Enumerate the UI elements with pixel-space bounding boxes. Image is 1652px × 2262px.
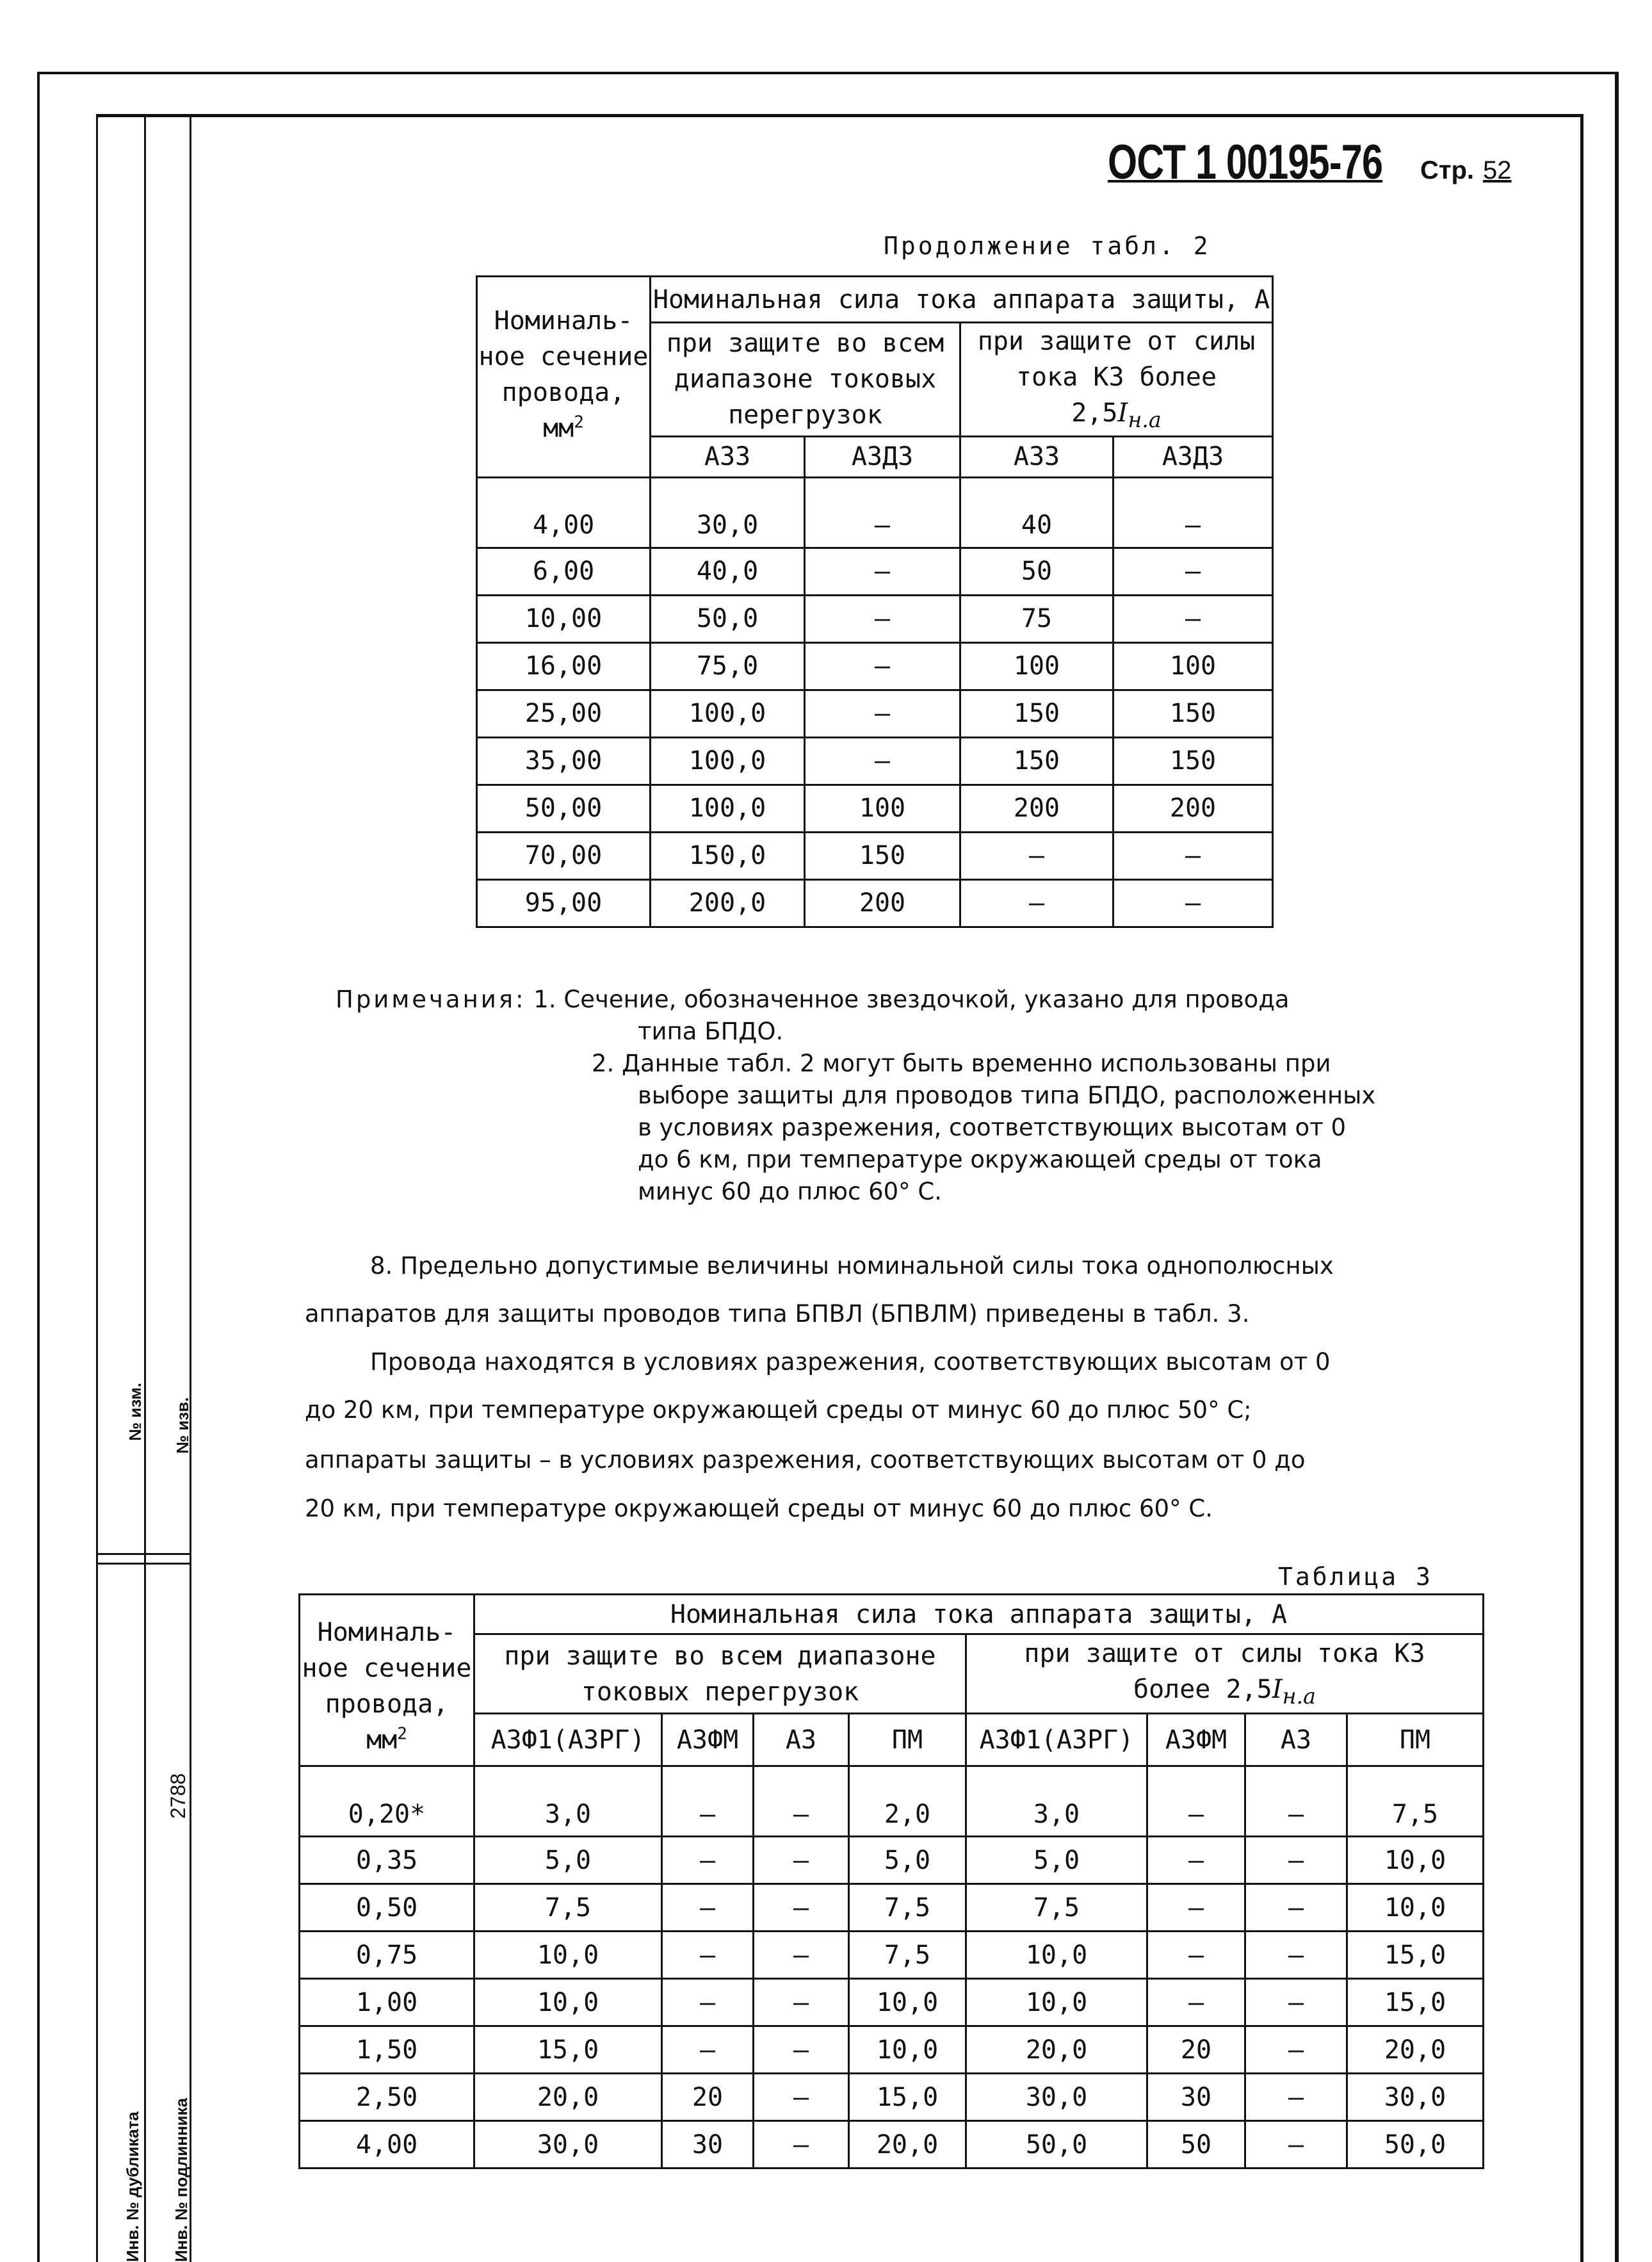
table2-row (477, 879, 1273, 927)
document-code: ОСТ 1 00195-76 (1108, 135, 1383, 190)
table3-col-header: АЗФ1(АЗРГ) (474, 1714, 662, 1766)
side-label-duplicate: Инв. № дубликата (123, 2111, 142, 2262)
page-number-block (1420, 156, 1512, 185)
table3-cell: 20,0 (849, 2121, 966, 2168)
table2-row (477, 642, 1273, 690)
table2-row (477, 690, 1273, 737)
table3-cell: – (662, 1766, 754, 1837)
table2-cell: – (805, 737, 960, 785)
table2-cell: 10,00 (477, 595, 651, 642)
table2-cell: 200 (960, 785, 1113, 832)
table2-cell: 150 (1113, 737, 1273, 785)
table3-cell: – (662, 1979, 754, 2026)
table2-col-header: АЗЗ (651, 436, 805, 477)
table2-col-header: АЗДЗ (805, 436, 960, 477)
table3-cell: 2,0 (849, 1766, 966, 1837)
table3-cell: 3,0 (474, 1766, 662, 1837)
table3-cell: – (1147, 1932, 1245, 1979)
note-2-line: минус 60 до плюс 60° С. (638, 1178, 943, 1205)
table2-row (477, 477, 1273, 548)
table2-sub1: при защите во всем диапазоне токовых перегрузок (651, 323, 960, 437)
table2-cell: – (1113, 477, 1273, 548)
table3-cell: 15,0 (1347, 1932, 1484, 1979)
table3-cell: 3,0 (966, 1766, 1147, 1837)
table2-cell: – (1113, 879, 1273, 927)
table3-cell: 20 (662, 2074, 754, 2121)
table3-cell: 7,5 (849, 1884, 966, 1932)
table2-cell: 75,0 (651, 642, 805, 690)
table3-cell: 10,0 (849, 2026, 966, 2074)
table3-cell: – (1245, 1837, 1347, 1884)
table2-cell: 75 (960, 595, 1113, 642)
table3-cell: – (754, 1766, 849, 1837)
table3-cell: 50,0 (1347, 2121, 1484, 2168)
inner-frame-right (1580, 114, 1583, 2262)
table2-cell: 30,0 (651, 477, 805, 548)
note-2-line: 2. Данные табл. 2 могут быть временно использованы при (592, 1050, 1331, 1077)
table3-section-header: Номиналь- ное сечение провода, $мм^2$ (300, 1595, 474, 1766)
table3-cell: – (754, 1979, 849, 2026)
frame-right-line (1615, 72, 1619, 2262)
table2-cell: – (960, 879, 1113, 927)
table3-row (300, 1979, 1484, 2026)
table3-row (300, 1837, 1484, 1884)
table3-cell: 10,0 (966, 1932, 1147, 1979)
table3-cell: 10,0 (966, 1979, 1147, 2026)
table3-cell: – (1147, 1979, 1245, 2026)
table3-col-header: АЗ (754, 1714, 849, 1766)
table3-sub1: при защите во всем диапазоне токовых перегрузок (474, 1634, 966, 1714)
table3-cell: – (1245, 1979, 1347, 2026)
table3-cell: 30,0 (1347, 2074, 1484, 2121)
table3-cell: – (662, 1932, 754, 1979)
paragraph-line: аппараты защиты – в условиях разрежения, соответствующих высотам от 0 до (305, 1446, 1306, 1474)
notes-block (336, 984, 1375, 1208)
side-label-izm: № изм. (126, 1383, 145, 1441)
side-number: 2788 (166, 1773, 190, 1819)
note-1-line: 1. Сечение, обозначенное звездочкой, указано для провода (533, 986, 1290, 1013)
table2-cell: 70,00 (477, 832, 651, 879)
table3-cell: 20,0 (474, 2074, 662, 2121)
table3-cell: 2,50 (300, 2074, 474, 2121)
table2-cell: 150,0 (651, 832, 805, 879)
side-strip-divider (96, 1563, 190, 1565)
side-strip-left (96, 114, 98, 2262)
paragraph-line: Провода находятся в условиях разрежения, соответствующих высотам от 0 (370, 1348, 1331, 1376)
table2-cell: 40,0 (651, 548, 805, 595)
table3-row (300, 1884, 1484, 1932)
table3-cell: 5,0 (474, 1837, 662, 1884)
table2-cell: 25,00 (477, 690, 651, 737)
table2-cell: – (1113, 548, 1273, 595)
table3-cell: 1,00 (300, 1979, 474, 2026)
table3-cell: 5,0 (966, 1837, 1147, 1884)
table3-cell: 7,5 (966, 1884, 1147, 1932)
table3-cell: 7,5 (474, 1884, 662, 1932)
table2-section-header: Номиналь- ное сечение провода, $мм^2$ (477, 277, 651, 478)
table3-cell: 10,0 (1347, 1884, 1484, 1932)
table3-col-header: АЗФ1(АЗРГ) (966, 1714, 1147, 1766)
table2 (476, 275, 1274, 928)
table2-col-header: АЗЗ (960, 436, 1113, 477)
table2-cell: 150 (960, 690, 1113, 737)
page-label: Стр. (1420, 156, 1475, 184)
table2-cell: – (1113, 832, 1273, 879)
table3-cell: 20,0 (1347, 2026, 1484, 2074)
table2-cell: – (805, 642, 960, 690)
table2-row (477, 548, 1273, 595)
table2-cell: 100,0 (651, 785, 805, 832)
table3-cell: 10,0 (474, 1932, 662, 1979)
side-label-original: Инв. № подлинника (172, 2097, 191, 2262)
table2-cell: 4,00 (477, 477, 651, 548)
table2-col-header: АЗДЗ (1113, 436, 1273, 477)
table2-cell: 200 (1113, 785, 1273, 832)
table2-cell: 150 (1113, 690, 1273, 737)
table2-cell: – (1113, 595, 1273, 642)
table3-cell: 15,0 (474, 2026, 662, 2074)
table3-cell: 30,0 (474, 2121, 662, 2168)
note-2-line: в условиях разрежения, соответствующих высотам от 0 (638, 1114, 1347, 1141)
table3-cell: 50 (1147, 2121, 1245, 2168)
paragraph-line: 8. Предельно допустимые величины номинальной силы тока однополюсных (370, 1252, 1334, 1280)
side-strip-middle (144, 114, 146, 2262)
table3-cell: 20,0 (966, 2026, 1147, 2074)
table3-cell: 7,5 (849, 1932, 966, 1979)
table3-cell: – (1245, 1932, 1347, 1979)
table2-cell: 40 (960, 477, 1113, 548)
table2-cell: – (805, 595, 960, 642)
table3-row (300, 2026, 1484, 2074)
table3-cell: 50,0 (966, 2121, 1147, 2168)
table3-col-header: ПМ (1347, 1714, 1484, 1766)
table3-row (300, 2074, 1484, 2121)
table3-cell: – (1147, 1884, 1245, 1932)
table3-cell: – (1245, 2121, 1347, 2168)
paragraph-line: 20 км, при температуре окружающей среды от минус 60 до плюс 60° С. (305, 1495, 1213, 1522)
table3-col-header: АЗ (1245, 1714, 1347, 1766)
table3-cell: – (754, 2121, 849, 2168)
table3-cell: 20 (1147, 2026, 1245, 2074)
note-2-line: до 6 км, при температуре окружающей среды от тока (638, 1146, 1322, 1173)
table2-cell: – (805, 477, 960, 548)
table3-group-title: Номинальная сила тока аппарата защиты, А (474, 1595, 1484, 1634)
table2-cell: 200,0 (651, 879, 805, 927)
table3-cell: 1,50 (300, 2026, 474, 2074)
table2-cell: 50 (960, 548, 1113, 595)
table2-sub2: при защите от силы тока КЗ более $2,5I_{н.а}$ (960, 323, 1273, 437)
table3-cell: – (1245, 1766, 1347, 1837)
side-strip-divider (96, 1553, 190, 1555)
table3-cell: – (754, 1884, 849, 1932)
table3-cell: – (662, 2026, 754, 2074)
frame-top-line (37, 72, 1619, 74)
table2-cell: 100,0 (651, 690, 805, 737)
table3-row (300, 1932, 1484, 1979)
table2-cell: 35,00 (477, 737, 651, 785)
table2-cell: 95,00 (477, 879, 651, 927)
table3-cell: 15,0 (849, 2074, 966, 2121)
table2-cell: 100,0 (651, 737, 805, 785)
table2-cell: 6,00 (477, 548, 651, 595)
table3-row (300, 2121, 1484, 2168)
table3-cell: 10,0 (474, 1979, 662, 2026)
table2-caption: Продолжение табл. 2 (884, 232, 1211, 260)
table3-cell: 0,75 (300, 1932, 474, 1979)
table3-cell: 4,00 (300, 2121, 474, 2168)
table3-cell: 0,50 (300, 1884, 474, 1932)
table3-col-header: ПМ (849, 1714, 966, 1766)
table3-sub2: при защите от силы тока КЗ более $2,5I_{н.а}$ (966, 1634, 1484, 1714)
table2-cell: – (805, 690, 960, 737)
table2-row (477, 737, 1273, 785)
table3-cell: 5,0 (849, 1837, 966, 1884)
table2-cell: – (805, 548, 960, 595)
table3 (298, 1593, 1484, 2169)
table2-group-title: Номинальная сила тока аппарата защиты, А (651, 277, 1273, 323)
note-2-line: выборе защиты для проводов типа БПДО, расположенных (638, 1082, 1376, 1109)
table3-cell: – (1245, 2074, 1347, 2121)
table3-cell: – (662, 1837, 754, 1884)
table3-cell: – (754, 1837, 849, 1884)
table3-cell: – (1147, 1766, 1245, 1837)
table2-cell: 100 (805, 785, 960, 832)
page-number: 52 (1483, 156, 1512, 184)
notes-label: Примечания: (336, 986, 526, 1013)
table3-cell: – (754, 1932, 849, 1979)
paragraph-line: до 20 км, при температуре окружающей среды от минус 60 до плюс 50° С; (305, 1396, 1252, 1424)
table3-col-header: АЗФМ (1147, 1714, 1245, 1766)
table3-cell: – (1245, 2026, 1347, 2074)
table3-cell: – (754, 2026, 849, 2074)
frame-left-line (37, 72, 40, 2262)
table2-cell: 150 (960, 737, 1113, 785)
table3-cell: 30,0 (966, 2074, 1147, 2121)
table3-cell: – (1147, 1837, 1245, 1884)
table3-cell: 7,5 (1347, 1766, 1484, 1837)
inner-frame-top (96, 114, 1583, 117)
table2-cell: 100 (1113, 642, 1273, 690)
table3-cell: 10,0 (1347, 1837, 1484, 1884)
table2-cell: 200 (805, 879, 960, 927)
table3-cell: – (1245, 1884, 1347, 1932)
table2-cell: 50,0 (651, 595, 805, 642)
table2-cell: – (960, 832, 1113, 879)
table2-cell: 16,00 (477, 642, 651, 690)
table3-row (300, 1766, 1484, 1837)
table3-cell: 0,35 (300, 1837, 474, 1884)
table2-row (477, 595, 1273, 642)
table3-cell: 30 (1147, 2074, 1245, 2121)
table2-row (477, 785, 1273, 832)
inner-frame-left (190, 114, 191, 2262)
table3-cell: 15,0 (1347, 1979, 1484, 2026)
table3-cell: 30 (662, 2121, 754, 2168)
table3-cell: – (754, 2074, 849, 2121)
table2-cell: 50,00 (477, 785, 651, 832)
side-label-izv: № изв. (173, 1397, 192, 1454)
table2-row (477, 832, 1273, 879)
table3-caption: Таблица 3 (1278, 1563, 1433, 1591)
table3-cell: – (662, 1884, 754, 1932)
table2-cell: 150 (805, 832, 960, 879)
table3-cell: 10,0 (849, 1979, 966, 2026)
paragraph-line: аппаратов для защиты проводов типа БПВЛ (БПВЛМ) приведены в табл. 3. (305, 1300, 1250, 1328)
table3-cell: 0,20* (300, 1766, 474, 1837)
table2-cell: 100 (960, 642, 1113, 690)
note-1-line: типа БПДО. (638, 1018, 784, 1045)
table3-col-header: АЗФМ (662, 1714, 754, 1766)
